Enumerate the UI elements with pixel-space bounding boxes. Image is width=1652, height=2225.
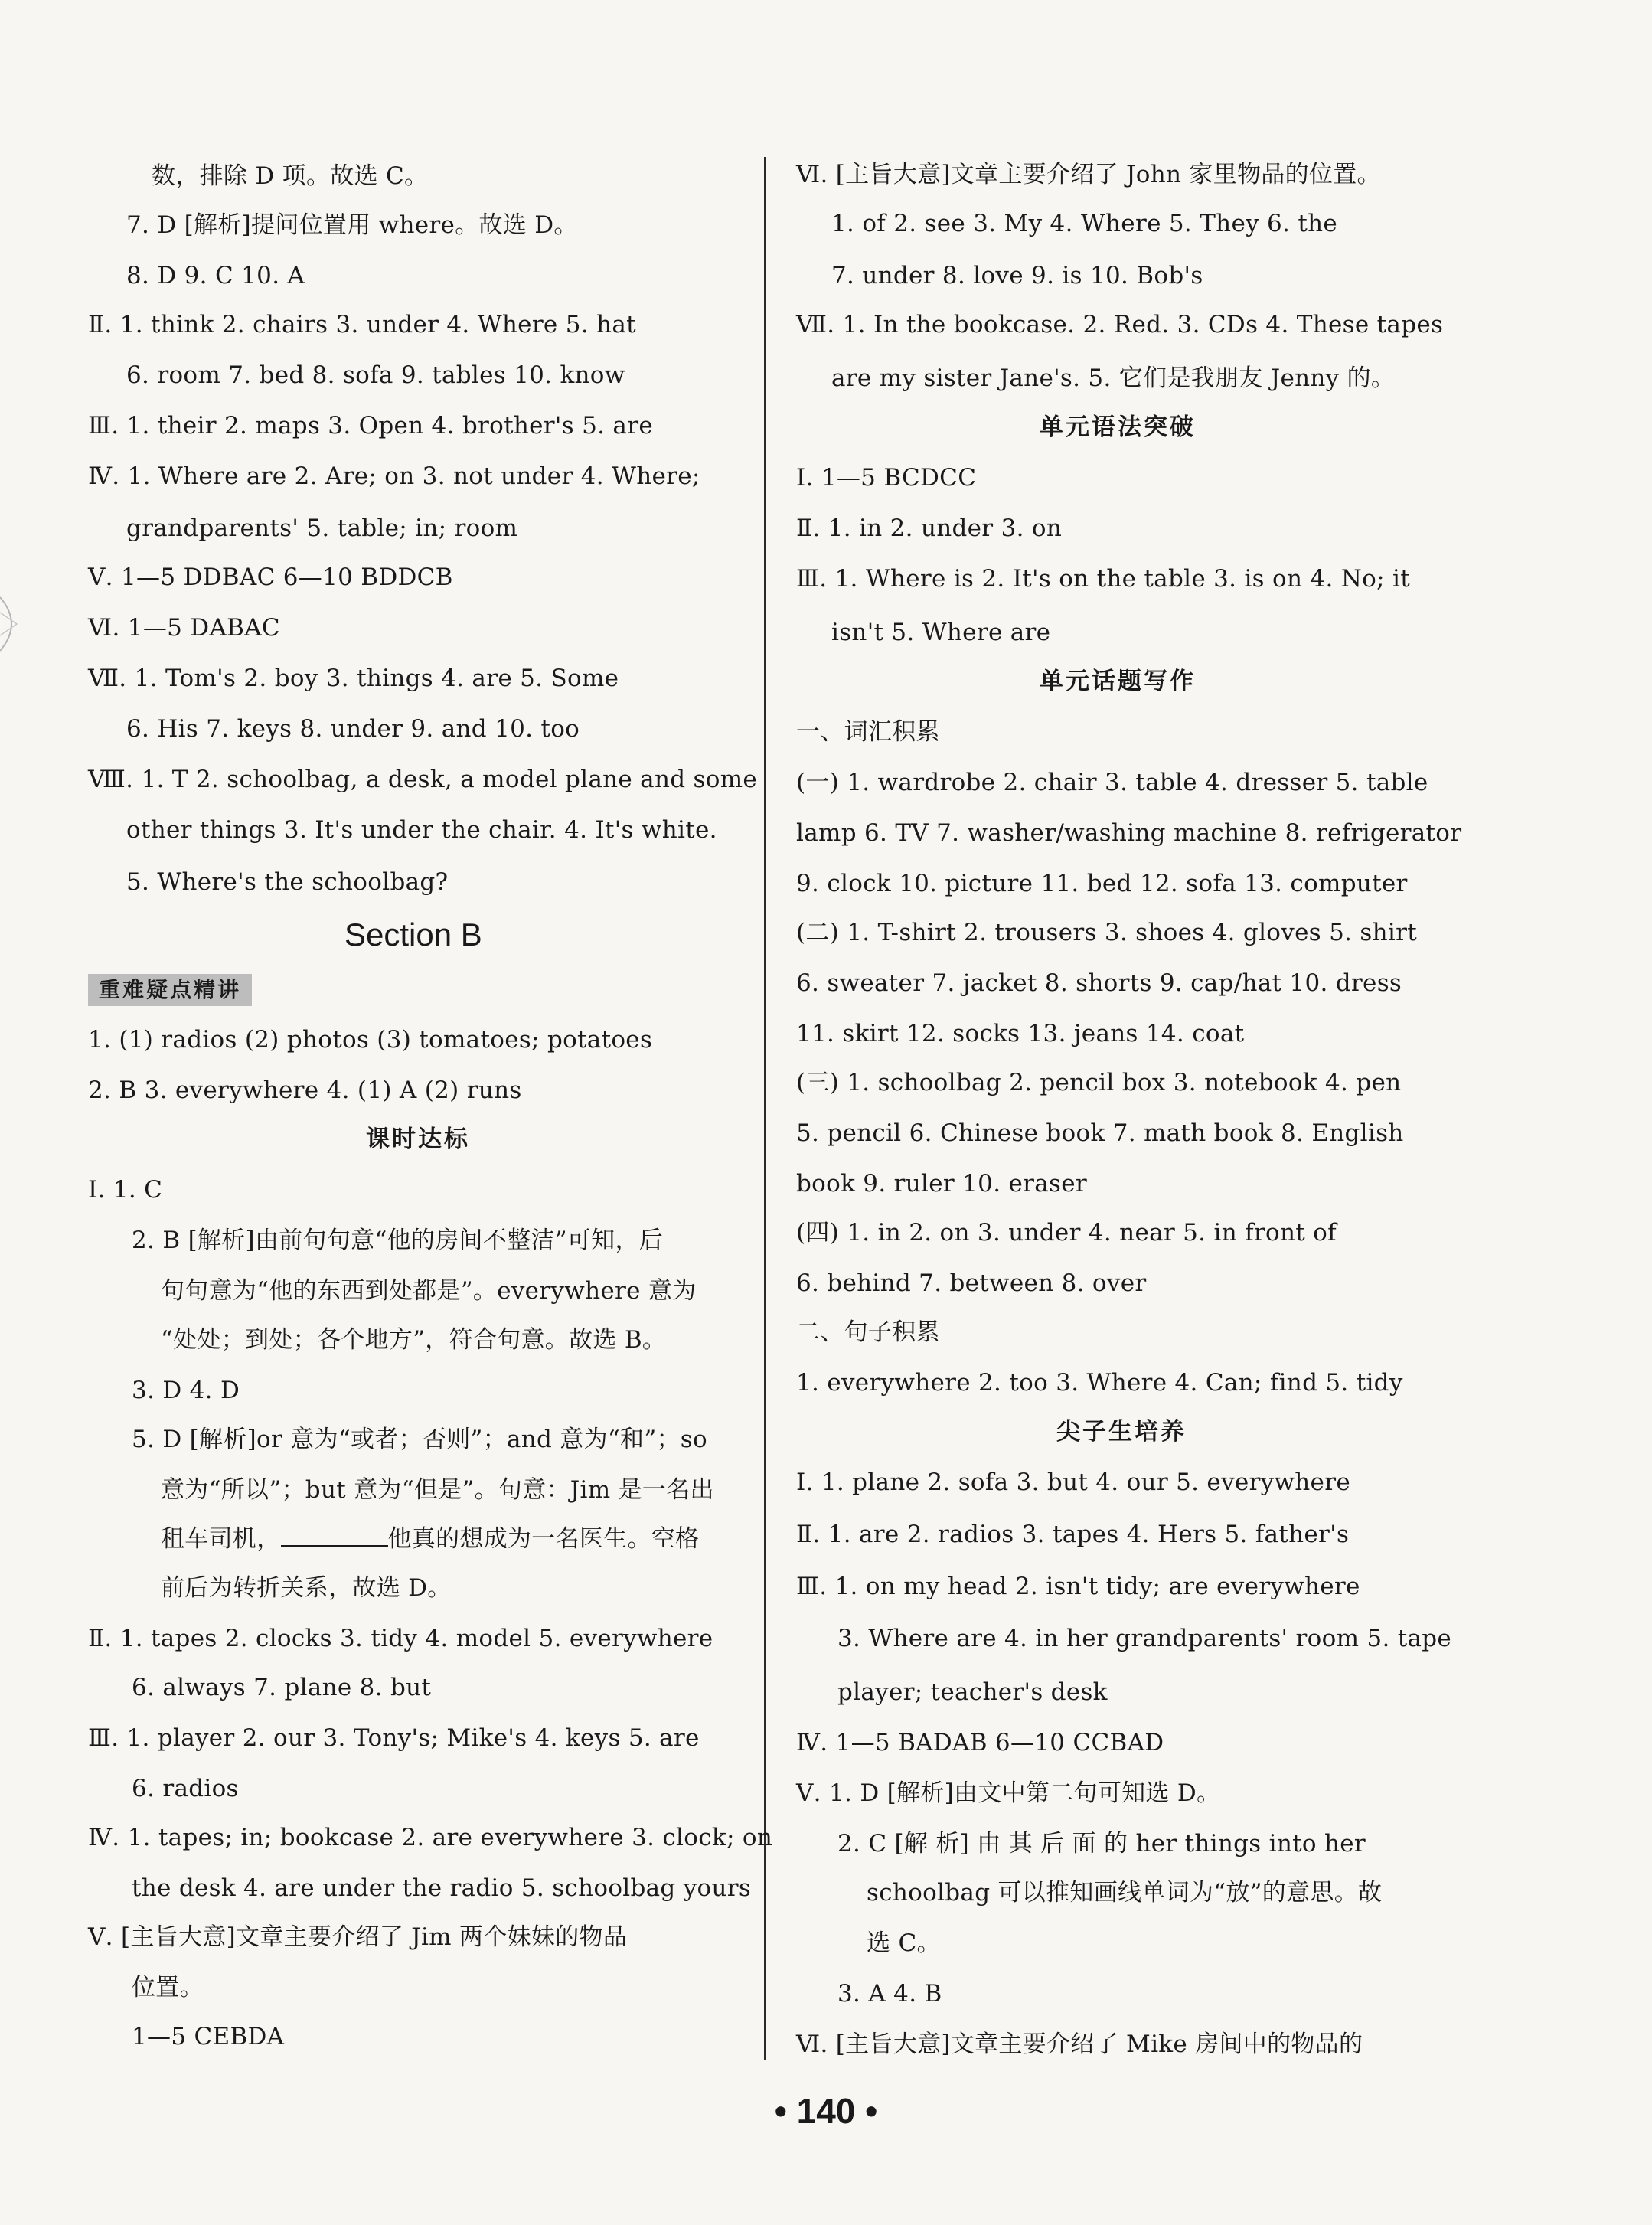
answer-line: Ⅰ. 1—5 BCDCC — [796, 464, 977, 492]
answer-line: 6. always 7. plane 8. but — [132, 1674, 432, 1701]
answer-line: 2. C [解 析] 由 其 后 面 的 her things into her — [837, 1830, 1366, 1857]
answer-line: 一、词汇积累 — [796, 718, 940, 746]
answer-line: 6. behind 7. between 8. over — [796, 1269, 1147, 1297]
answer-line: 位置。 — [132, 1974, 204, 2001]
answer-line: Ⅵ. 1—5 DABAC — [88, 614, 280, 642]
answer-line: 3. A 4. B — [837, 1980, 942, 2008]
answer-line: 7. D [解析]提问位置用 where。故选 D。 — [126, 211, 578, 239]
answer-line: 2. B 3. everywhere 4. (1) A (2) runs — [88, 1077, 522, 1104]
answer-line: 1. of 2. see 3. My 4. Where 5. They 6. the — [831, 210, 1338, 237]
heading-keshi: 课时达标 — [366, 1126, 470, 1153]
answer-line: 1. everywhere 2. too 3. Where 4. Can; find 5. tidy — [796, 1369, 1403, 1397]
answer-line: Ⅱ. 1. tapes 2. clocks 3. tidy 4. model 5. everywhere — [88, 1625, 713, 1652]
answer-line: 6. sweater 7. jacket 8. shorts 9. cap/hat 10. dress — [796, 969, 1402, 997]
answer-line: Ⅲ. 1. their 2. maps 3. Open 4. brother's 5. are — [88, 412, 653, 439]
answer-line: isn't 5. Where are — [831, 619, 1051, 646]
answer-line: 8. D 9. C 10. A — [126, 262, 305, 289]
fill-blank — [281, 1525, 388, 1547]
answer-text: 他真的想成为一名医生。空格 — [387, 1525, 700, 1553]
answer-line: Ⅶ. 1. In the bookcase. 2. Red. 3. CDs 4. These tapes — [796, 311, 1444, 338]
answer-line: 11. skirt 12. socks 13. jeans 14. coat — [796, 1020, 1245, 1047]
answer-line: 3. D 4. D — [132, 1377, 240, 1404]
answer-line: (三) 1. schoolbag 2. pencil box 3. notebook 4. pen — [796, 1069, 1402, 1096]
answer-line: 前后为转折关系，故选 D。 — [161, 1574, 452, 1602]
answer-line: Ⅷ. 1. T 2. schoolbag, a desk, a model plane and some — [88, 766, 758, 793]
answer-line: 1—5 CEBDA — [132, 2023, 285, 2050]
answer-line: Ⅵ. [主旨大意]文章主要介绍了 Mike 房间中的物品的 — [796, 2031, 1363, 2058]
answer-line: are my sister Jane's. 5. 它们是我朋友 Jenny 的。 — [831, 364, 1396, 392]
answer-text: 租车司机， — [161, 1525, 281, 1553]
answer-line: (一) 1. wardrobe 2. chair 3. table 4. dresser 5. table — [796, 769, 1428, 796]
answer-line: book 9. ruler 10. eraser — [796, 1170, 1088, 1197]
answer-line: Ⅱ. 1. are 2. radios 3. tapes 4. Hers 5. father's — [796, 1521, 1350, 1548]
answer-line: Ⅱ. 1. in 2. under 3. on — [796, 515, 1063, 542]
answer-line — [161, 1524, 699, 1554]
heading-top-student: 尖子生培养 — [1056, 1418, 1187, 1446]
answer-line: (二) 1. T-shirt 2. trousers 3. shoes 4. gloves 5. shirt — [796, 919, 1417, 946]
page-number: • 140 • — [774, 2091, 878, 2131]
answer-line: 5. D [解析]or 意为“或者；否则”；and 意为“和”；so — [132, 1426, 707, 1453]
answer-line: Ⅴ. 1. D [解析]由文中第二句可知选 D。 — [796, 1779, 1221, 1807]
answer-line: 5. pencil 6. Chinese book 7. math book 8. English — [796, 1119, 1404, 1147]
answer-line: 选 C。 — [867, 1929, 941, 1957]
answer-line: schoolbag 可以推知画线单词为“放”的意思。故 — [867, 1879, 1383, 1906]
answer-line: 数，排除 D 项。故选 C。 — [152, 162, 429, 190]
answer-line: 7. under 8. love 9. is 10. Bob's — [831, 262, 1203, 289]
answer-line: Ⅵ. [主旨大意]文章主要介绍了 John 家里物品的位置。 — [796, 161, 1381, 188]
answer-line: 句句意为“他的东西到处都是”。everywhere 意为 — [161, 1277, 697, 1305]
answer-line: 6. room 7. bed 8. sofa 9. tables 10. know — [126, 361, 625, 389]
answer-line: lamp 6. TV 7. washer/washing machine 8. refrigerator — [796, 819, 1462, 847]
answer-line: Ⅲ. 1. Where is 2. It's on the table 3. is on 4. No; it — [796, 565, 1411, 593]
shaded-label: 重难疑点精讲 — [88, 974, 252, 1006]
answer-line: Ⅴ. 1—5 DDBAC 6—10 BDDCB — [88, 564, 453, 591]
answer-line: Ⅰ. 1. C — [88, 1176, 163, 1204]
answer-line: Ⅳ. 1—5 BADAB 6—10 CCBAD — [796, 1729, 1164, 1756]
answer-line: “处处；到处；各个地方”，符合句意。故选 B。 — [161, 1326, 667, 1354]
answer-line: 意为“所以”；but 意为“但是”。句意：Jim 是一名出 — [161, 1476, 714, 1504]
answer-line: 二、句子积累 — [796, 1318, 940, 1346]
answer-line: 3. Where are 4. in her grandparents' room 5. tape — [837, 1625, 1452, 1652]
page-edge-mark — [0, 582, 31, 666]
answer-line: 6. His 7. keys 8. under 9. and 10. too — [126, 715, 580, 743]
answer-line: Ⅲ. 1. on my head 2. isn't tidy; are everywhere — [796, 1573, 1360, 1600]
answer-line: grandparents' 5. table; in; room — [126, 515, 518, 542]
answer-line: Ⅳ. 1. Where are 2. Are; on 3. not under 4. Where; — [88, 462, 700, 490]
answer-line: other things 3. It's under the chair. 4. It's white. — [126, 816, 717, 844]
answer-line: Ⅲ. 1. player 2. our 3. Tony's; Mike's 4. keys 5. are — [88, 1724, 700, 1752]
answer-line: 9. clock 10. picture 11. bed 12. sofa 13. computer — [796, 870, 1408, 897]
answer-line: Ⅳ. 1. tapes; in; bookcase 2. are everywhere 3. clock; on — [88, 1824, 773, 1851]
answer-line: Ⅶ. 1. Tom's 2. boy 3. things 4. are 5. Some — [88, 665, 619, 692]
answer-line: the desk 4. are under the radio 5. schoolbag yours — [132, 1874, 752, 1902]
answer-line: Ⅴ. [主旨大意]文章主要介绍了 Jim 两个妹妹的物品 — [88, 1923, 628, 1951]
heading-writing: 单元话题写作 — [1040, 668, 1196, 695]
answer-line: 5. Where's the schoolbag? — [126, 868, 449, 896]
answer-line: Ⅰ. 1. plane 2. sofa 3. but 4. our 5. everywhere — [796, 1469, 1350, 1496]
answer-line: player; teacher's desk — [837, 1678, 1108, 1706]
answer-line: (四) 1. in 2. on 3. under 4. near 5. in front of — [796, 1219, 1337, 1246]
answer-line: Ⅱ. 1. think 2. chairs 3. under 4. Where 5. hat — [88, 311, 636, 338]
heading-grammar: 单元语法突破 — [1040, 413, 1196, 441]
answer-line: 6. radios — [132, 1775, 239, 1802]
answer-line: 1. (1) radios (2) photos (3) tomatoes; potatoes — [88, 1026, 653, 1054]
answer-line: 2. B [解析]由前句句意“他的房间不整洁”可知，后 — [132, 1227, 664, 1254]
section-title: Section B — [344, 916, 482, 952]
column-divider — [764, 157, 766, 2060]
